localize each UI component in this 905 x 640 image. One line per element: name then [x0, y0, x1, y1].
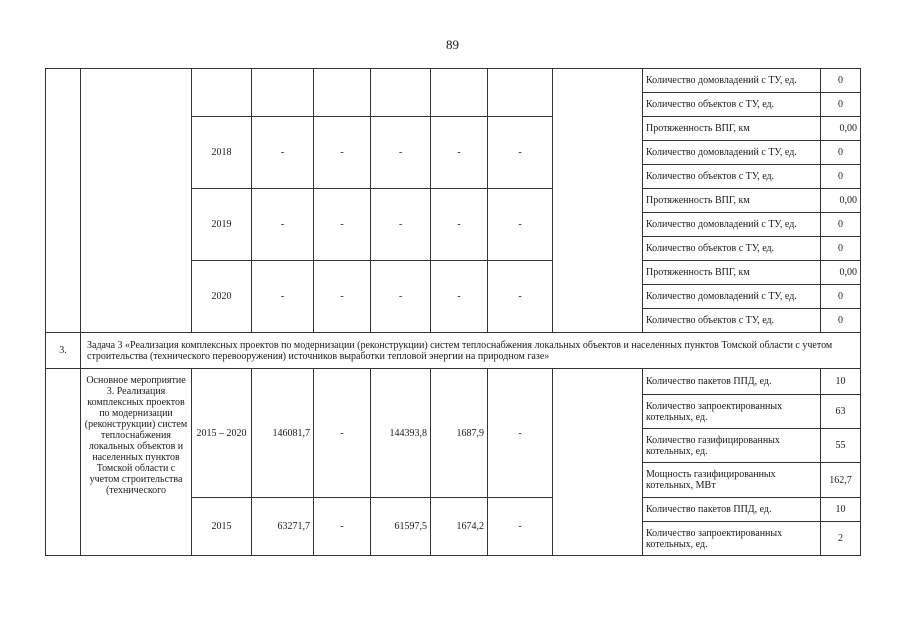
year-cell: 2018 [192, 117, 252, 189]
value-cell: - [488, 261, 553, 333]
value-cell: - [371, 261, 431, 333]
federal-cell: - [314, 498, 371, 556]
task-row [46, 333, 861, 369]
value-cell: - [371, 189, 431, 261]
task-title: Задача 3 «Реализация комплексных проектов по модернизации (реконструкции) систем теплоснабжения локальных объектов и населенных пунктов Томской области с учетом строительства (технического перевооружения) источников выработки тепловой энергии на природном газе» [81, 333, 861, 369]
indicator-value: 0,00 [821, 189, 861, 213]
number-cell [46, 369, 81, 556]
indicator-value: 0 [821, 141, 861, 165]
year-cell: 2020 [192, 261, 252, 333]
federal-cell: - [314, 369, 371, 498]
program-table [45, 68, 861, 556]
value-cell: - [252, 261, 314, 333]
indicator-value: 55 [821, 429, 861, 463]
indicator-value: 0 [821, 237, 861, 261]
indicator-name: Количество пакетов ППД, ед. [643, 498, 821, 522]
indicator-value: 0,00 [821, 261, 861, 285]
table-row [46, 369, 861, 395]
indicator-name: Количество объектов с ТУ, ед. [643, 309, 821, 333]
indicator-value: 0 [821, 69, 861, 93]
indicator-name: Количество запроектированных котельных, ед. [643, 522, 821, 556]
value-cell: - [431, 117, 488, 189]
page-number: 89 [446, 37, 459, 52]
number-cell [46, 69, 81, 333]
indicator-value: 0 [821, 213, 861, 237]
indicator-name: Количество домовладений с ТУ, ед. [643, 213, 821, 237]
indicator-name: Количество домовладений с ТУ, ед. [643, 285, 821, 309]
value-cell: - [431, 189, 488, 261]
value-cell: - [488, 189, 553, 261]
indicator-value: 10 [821, 498, 861, 522]
year-cell: 2019 [192, 189, 252, 261]
indicator-name: Протяженность ВПГ, км [643, 189, 821, 213]
indicator-value: 0 [821, 93, 861, 117]
local-cell: 1674,2 [431, 498, 488, 556]
table-row [46, 69, 861, 93]
indicator-name: Протяженность ВПГ, км [643, 261, 821, 285]
indicator-value: 0 [821, 285, 861, 309]
indicator-name: Количество домовладений с ТУ, ед. [643, 69, 821, 93]
indicator-name: Количество газифицированных котельных, ед. [643, 429, 821, 463]
indicator-value: 0 [821, 309, 861, 333]
local-cell: 1687,9 [431, 369, 488, 498]
value-cell: - [371, 117, 431, 189]
indicator-name: Протяженность ВПГ, км [643, 117, 821, 141]
total-cell: 63271,7 [252, 498, 314, 556]
indicator-name: Количество объектов с ТУ, ед. [643, 165, 821, 189]
indicator-name: Количество пакетов ППД, ед. [643, 369, 821, 395]
value-cell: - [252, 117, 314, 189]
year-cell: 2015 [192, 498, 252, 556]
other-cell: - [488, 369, 553, 498]
value-cell: - [314, 261, 371, 333]
event-name: Основное мероприятие 3. Реализация комплексных проектов по модернизации (реконструкции) систем теплоснабжения локальных объектов и населенных пунктов Томской области с учетом строительства (технического [81, 369, 192, 556]
indicator-value: 2 [821, 522, 861, 556]
indicator-name: Количество запроектированных котельных, ед. [643, 395, 821, 429]
year-cell: 2015 – 2020 [192, 369, 252, 498]
value-cell: - [314, 117, 371, 189]
value-cell: - [431, 261, 488, 333]
indicator-value: 63 [821, 395, 861, 429]
indicator-name: Количество домовладений с ТУ, ед. [643, 141, 821, 165]
indicator-value: 0 [821, 165, 861, 189]
executor-cell [553, 369, 643, 556]
indicator-name: Количество объектов с ТУ, ед. [643, 237, 821, 261]
task-number: 3. [46, 333, 81, 369]
value-cell: - [488, 117, 553, 189]
other-cell: - [488, 498, 553, 556]
value-cell: - [252, 189, 314, 261]
executor-cell [553, 69, 643, 333]
indicator-value: 10 [821, 369, 861, 395]
indicator-name: Количество объектов с ТУ, ед. [643, 93, 821, 117]
indicator-value: 162,7 [821, 463, 861, 498]
event-cell [81, 69, 192, 333]
indicator-name: Мощность газифицированных котельных, МВт [643, 463, 821, 498]
regional-cell: 61597,5 [371, 498, 431, 556]
value-cell: - [314, 189, 371, 261]
total-cell: 146081,7 [252, 369, 314, 498]
regional-cell: 144393,8 [371, 369, 431, 498]
indicator-value: 0,00 [821, 117, 861, 141]
